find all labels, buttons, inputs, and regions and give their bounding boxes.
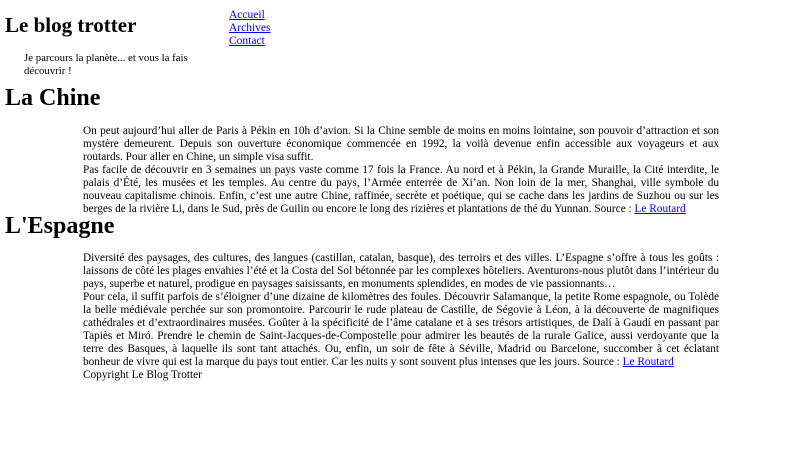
- main-nav: [229, 9, 271, 48]
- site-title: Le blog trotter: [5, 13, 137, 37]
- section-body-espagne: [83, 252, 719, 382]
- section-body-chine: [83, 125, 719, 216]
- paragraph-espagne-1: Diversité des paysages, des cultures, des langues (castillan, catalan, basque), des terroirs et des villes. L’Espagne s’offre à tous les goûts : laissons de côté les plages envahies l’été et la Costa del Sol bétonnée par les complexes hôteliers. Aventurons-nous plutôt dans l’intérieur du pays, superbe et naturel, prodigue en paysages saisissants, en monuments splendides, en modes de vie passionnants…: [83, 252, 719, 290]
- nav-link-contact[interactable]: Contact: [229, 35, 265, 47]
- source-link-routard-chine[interactable]: Le Routard: [634, 203, 686, 215]
- paragraph-chine-1: On peut aujourd’hui aller de Paris à Pékin en 10h d’avion. Si la Chine semble de moins en moins lointaine, son pouvoir d’attraction et son mystère demeurent. Depuis son ouverture économique commencée en 1992, la voilà devenue enfin accessible aux voyageurs et aux routards. Pour aller en Chine, un simple visa suffit.: [83, 125, 719, 163]
- site-tagline: Je parcours la planète... et vous la fais découvrir !: [24, 52, 188, 77]
- nav-link-accueil[interactable]: Accueil: [229, 9, 265, 21]
- paragraph-espagne-2: [83, 291, 719, 369]
- paragraph-espagne-2-text: Pour cela, il suffit parfois de s’éloigner d’une dizaine de kilomètres des foules. Découvrir Salamanque, la petite Rome espagnole, ou Tolède la belle médiévale perchée sur son promontoire. Parcourir le rude plateau de Castille, de Ségovie à Léon, à la découverte de magnifiques cathédrales et d’extraordinaires musées. Goûter à la spécificité de l’âme catalane et à ses trésors artistiques, de Dalí à Gaudí en passant par Tapiès et Miró. Prendre le chemin de Saint-Jacques-de-Compostelle pour admirer les beautés de la rurale Galice, aussi verdoyante que la terre des Basques, à laquelle ils sont tant attachés. Ou, enfin, un soir de fête à Séville, Madrid ou Barcelone, succomber à cet éclatant bonheur de vivre qui est la marque du pays tout entier. Car les nuits y sont souvent plus intenses que les jours. Source :: [83, 291, 719, 368]
- section-heading-espagne: L'Espagne: [5, 213, 115, 239]
- paragraph-chine-2: [83, 164, 719, 216]
- source-link-routard-espagne[interactable]: Le Routard: [622, 356, 674, 368]
- nav-link-archives[interactable]: Archives: [229, 22, 271, 34]
- section-heading-chine: La Chine: [5, 85, 101, 111]
- paragraph-chine-2-text: Pas facile de découvrir en 3 semaines un pays vaste comme 17 fois la France. Au nord et à Pékin, la Grande Muraille, la Cité interdite, le palais d’Été, les musées et les temples. Au centre du pays, l’Armée enterrée de Xi’an. Non loin de la mer, Shanghai, ville symbole du nouveau capitalisme chinois. Enfin, c’est une autre Chine, raffinée, secrète et poétique, qui se cache dans les jardins de Suzhou ou sur les berges de la rivière Li, dans le Sud, près de Guilin ou encore le long des rizières et plantations de thé du Yunnan. Source :: [83, 164, 719, 215]
- copyright-text: Copyright Le Blog Trotter: [83, 369, 202, 381]
